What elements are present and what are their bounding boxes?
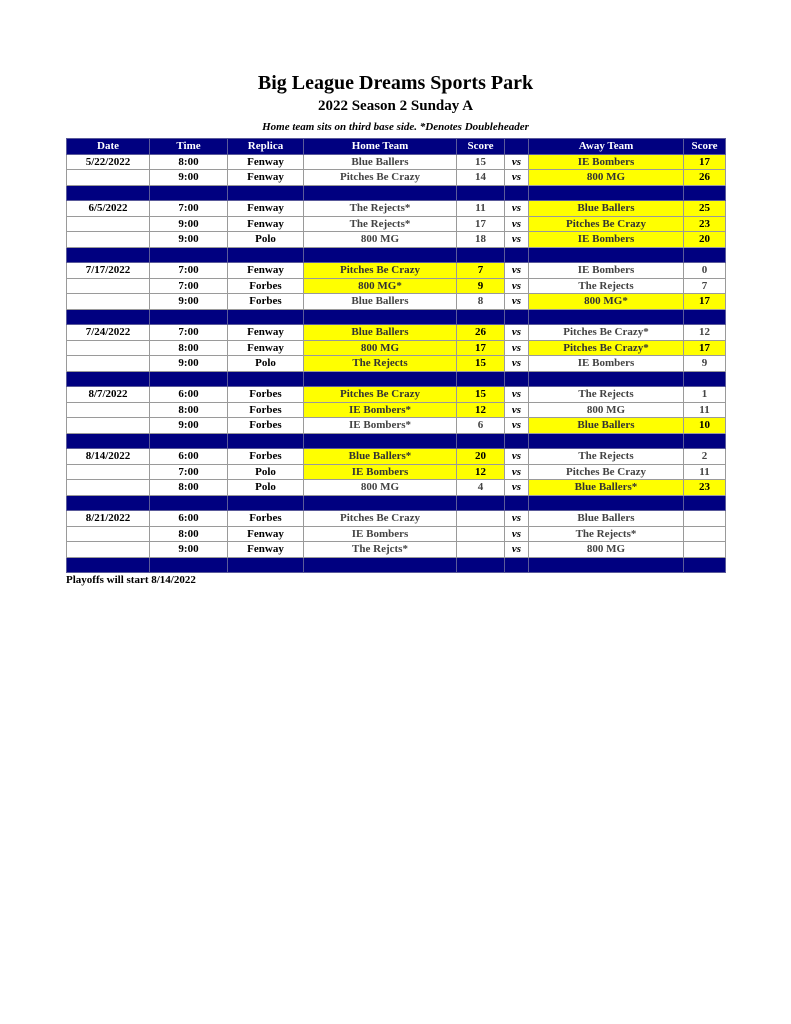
home-team: Blue Ballers* bbox=[304, 449, 457, 465]
away-team: Pitches Be Crazy bbox=[529, 464, 684, 480]
home-team: The Rejects* bbox=[304, 201, 457, 217]
game-time: 6:00 bbox=[150, 387, 228, 403]
col-header-time: Time bbox=[150, 139, 228, 155]
separator-cell bbox=[505, 247, 529, 263]
separator-cell bbox=[304, 247, 457, 263]
home-score bbox=[457, 511, 505, 527]
away-score: 17 bbox=[684, 154, 726, 170]
home-score: 15 bbox=[457, 154, 505, 170]
home-score: 14 bbox=[457, 170, 505, 186]
home-team: Pitches Be Crazy bbox=[304, 263, 457, 279]
game-date: 8/14/2022 bbox=[67, 449, 150, 465]
away-team: 800 MG bbox=[529, 542, 684, 558]
page-title: Big League Dreams Sports Park bbox=[257, 72, 534, 94]
separator-cell bbox=[529, 557, 684, 573]
home-team: IE Bombers* bbox=[304, 418, 457, 434]
home-team: IE Bombers* bbox=[304, 402, 457, 418]
away-team: IE Bombers bbox=[529, 356, 684, 372]
separator-cell bbox=[150, 185, 228, 201]
game-row bbox=[67, 216, 726, 232]
separator-cell bbox=[457, 309, 505, 325]
home-team: Blue Ballers bbox=[304, 154, 457, 170]
away-score: 9 bbox=[684, 356, 726, 372]
vs-label: vs bbox=[505, 170, 529, 186]
playoffs-note: Playoffs will start 8/14/2022 bbox=[66, 574, 196, 586]
away-team: The Rejects* bbox=[529, 526, 684, 542]
home-score: 6 bbox=[457, 418, 505, 434]
home-team: The Rejects* bbox=[304, 216, 457, 232]
away-team: IE Bombers bbox=[529, 232, 684, 248]
separator-cell bbox=[505, 371, 529, 387]
separator-cell bbox=[505, 495, 529, 511]
separator-cell bbox=[457, 557, 505, 573]
separator-cell bbox=[684, 247, 726, 263]
game-replica: Polo bbox=[228, 232, 304, 248]
game-row bbox=[67, 387, 726, 403]
game-time: 9:00 bbox=[150, 232, 228, 248]
game-replica: Forbes bbox=[228, 449, 304, 465]
game-date bbox=[67, 480, 150, 496]
schedule-table bbox=[66, 138, 726, 573]
game-time: 9:00 bbox=[150, 216, 228, 232]
away-score: 17 bbox=[684, 294, 726, 310]
separator-cell bbox=[457, 247, 505, 263]
game-time: 9:00 bbox=[150, 542, 228, 558]
home-score: 15 bbox=[457, 387, 505, 403]
home-team: 800 MG* bbox=[304, 278, 457, 294]
separator-cell bbox=[228, 309, 304, 325]
away-score: 0 bbox=[684, 263, 726, 279]
separator-cell bbox=[529, 309, 684, 325]
separator-cell bbox=[67, 247, 150, 263]
home-score: 9 bbox=[457, 278, 505, 294]
away-score: 20 bbox=[684, 232, 726, 248]
game-time: 8:00 bbox=[150, 402, 228, 418]
week-separator bbox=[67, 309, 726, 325]
away-score bbox=[684, 511, 726, 527]
separator-cell bbox=[228, 247, 304, 263]
separator-cell bbox=[150, 495, 228, 511]
separator-cell bbox=[304, 433, 457, 449]
game-replica: Polo bbox=[228, 356, 304, 372]
game-replica: Fenway bbox=[228, 263, 304, 279]
away-score: 25 bbox=[684, 201, 726, 217]
game-row bbox=[67, 340, 726, 356]
separator-cell bbox=[304, 557, 457, 573]
game-replica: Polo bbox=[228, 480, 304, 496]
home-team: 800 MG bbox=[304, 232, 457, 248]
separator-cell bbox=[67, 495, 150, 511]
separator-cell bbox=[505, 557, 529, 573]
away-team: The Rejects bbox=[529, 449, 684, 465]
separator-cell bbox=[67, 557, 150, 573]
game-time: 9:00 bbox=[150, 418, 228, 434]
separator-cell bbox=[529, 433, 684, 449]
vs-label: vs bbox=[505, 480, 529, 496]
game-date: 5/22/2022 bbox=[67, 154, 150, 170]
home-score bbox=[457, 526, 505, 542]
separator-cell bbox=[150, 247, 228, 263]
doubleheader-note: Home team sits on third base side. *Denotes Doubleheader bbox=[262, 121, 529, 133]
game-date bbox=[67, 542, 150, 558]
away-team: Pitches Be Crazy bbox=[529, 216, 684, 232]
separator-cell bbox=[529, 495, 684, 511]
col-header-home-team: Home Team bbox=[304, 139, 457, 155]
home-score: 15 bbox=[457, 356, 505, 372]
away-score: 23 bbox=[684, 216, 726, 232]
game-time: 6:00 bbox=[150, 511, 228, 527]
home-score bbox=[457, 542, 505, 558]
game-date bbox=[67, 464, 150, 480]
game-time: 9:00 bbox=[150, 170, 228, 186]
away-score: 11 bbox=[684, 402, 726, 418]
separator-cell bbox=[505, 433, 529, 449]
separator-cell bbox=[228, 433, 304, 449]
separator-cell bbox=[150, 557, 228, 573]
separator-cell bbox=[67, 433, 150, 449]
game-replica: Fenway bbox=[228, 325, 304, 341]
vs-label: vs bbox=[505, 542, 529, 558]
separator-cell bbox=[505, 185, 529, 201]
game-replica: Forbes bbox=[228, 387, 304, 403]
home-team: 800 MG bbox=[304, 340, 457, 356]
separator-cell bbox=[684, 557, 726, 573]
game-row bbox=[67, 232, 726, 248]
game-replica: Fenway bbox=[228, 542, 304, 558]
game-time: 7:00 bbox=[150, 464, 228, 480]
page-subtitle: 2022 Season 2 Sunday A bbox=[317, 98, 474, 114]
game-replica: Forbes bbox=[228, 294, 304, 310]
game-row bbox=[67, 480, 726, 496]
game-date bbox=[67, 418, 150, 434]
away-team: Blue Ballers bbox=[529, 511, 684, 527]
separator-cell bbox=[228, 495, 304, 511]
home-score: 12 bbox=[457, 402, 505, 418]
game-replica: Forbes bbox=[228, 511, 304, 527]
game-row bbox=[67, 278, 726, 294]
away-score: 1 bbox=[684, 387, 726, 403]
separator-cell bbox=[505, 309, 529, 325]
game-replica: Fenway bbox=[228, 526, 304, 542]
game-date bbox=[67, 232, 150, 248]
separator-cell bbox=[228, 371, 304, 387]
game-date: 7/17/2022 bbox=[67, 263, 150, 279]
game-date bbox=[67, 402, 150, 418]
game-replica: Fenway bbox=[228, 216, 304, 232]
vs-label: vs bbox=[505, 387, 529, 403]
game-replica: Forbes bbox=[228, 418, 304, 434]
away-team: 800 MG* bbox=[529, 294, 684, 310]
vs-label: vs bbox=[505, 340, 529, 356]
game-time: 8:00 bbox=[150, 480, 228, 496]
home-score: 4 bbox=[457, 480, 505, 496]
game-date bbox=[67, 356, 150, 372]
away-team: The Rejects bbox=[529, 278, 684, 294]
away-score: 17 bbox=[684, 340, 726, 356]
game-row bbox=[67, 526, 726, 542]
home-score: 11 bbox=[457, 201, 505, 217]
away-team: 800 MG bbox=[529, 170, 684, 186]
vs-label: vs bbox=[505, 526, 529, 542]
separator-cell bbox=[150, 433, 228, 449]
separator-cell bbox=[150, 309, 228, 325]
away-score: 7 bbox=[684, 278, 726, 294]
away-score: 12 bbox=[684, 325, 726, 341]
game-date bbox=[67, 278, 150, 294]
home-score: 7 bbox=[457, 263, 505, 279]
game-row bbox=[67, 263, 726, 279]
game-row bbox=[67, 402, 726, 418]
home-score: 8 bbox=[457, 294, 505, 310]
game-replica: Polo bbox=[228, 464, 304, 480]
separator-cell bbox=[457, 371, 505, 387]
week-separator bbox=[67, 185, 726, 201]
home-team: Pitches Be Crazy bbox=[304, 511, 457, 527]
game-time: 6:00 bbox=[150, 449, 228, 465]
away-team: IE Bombers bbox=[529, 263, 684, 279]
separator-cell bbox=[684, 309, 726, 325]
game-replica: Fenway bbox=[228, 170, 304, 186]
separator-cell bbox=[304, 185, 457, 201]
separator-cell bbox=[684, 371, 726, 387]
home-team: The Rejects bbox=[304, 356, 457, 372]
vs-label: vs bbox=[505, 294, 529, 310]
table-header-row bbox=[67, 139, 726, 155]
away-team: Blue Ballers* bbox=[529, 480, 684, 496]
separator-cell bbox=[67, 185, 150, 201]
away-score bbox=[684, 542, 726, 558]
away-team: Blue Ballers bbox=[529, 201, 684, 217]
col-header-vs bbox=[505, 139, 529, 155]
game-date: 7/24/2022 bbox=[67, 325, 150, 341]
vs-label: vs bbox=[505, 325, 529, 341]
game-time: 7:00 bbox=[150, 201, 228, 217]
game-replica: Fenway bbox=[228, 340, 304, 356]
separator-cell bbox=[684, 433, 726, 449]
separator-cell bbox=[529, 247, 684, 263]
game-replica: Forbes bbox=[228, 278, 304, 294]
week-separator bbox=[67, 247, 726, 263]
separator-cell bbox=[684, 185, 726, 201]
game-row bbox=[67, 325, 726, 341]
separator-cell bbox=[228, 557, 304, 573]
game-time: 7:00 bbox=[150, 263, 228, 279]
game-row bbox=[67, 418, 726, 434]
vs-label: vs bbox=[505, 154, 529, 170]
game-time: 7:00 bbox=[150, 325, 228, 341]
away-score: 2 bbox=[684, 449, 726, 465]
game-date bbox=[67, 294, 150, 310]
home-team: Pitches Be Crazy bbox=[304, 387, 457, 403]
game-date bbox=[67, 526, 150, 542]
game-date: 6/5/2022 bbox=[67, 201, 150, 217]
home-team: IE Bombers bbox=[304, 526, 457, 542]
home-score: 20 bbox=[457, 449, 505, 465]
separator-cell bbox=[304, 309, 457, 325]
vs-label: vs bbox=[505, 232, 529, 248]
separator-cell bbox=[304, 371, 457, 387]
game-row bbox=[67, 464, 726, 480]
vs-label: vs bbox=[505, 511, 529, 527]
home-team: Pitches Be Crazy bbox=[304, 170, 457, 186]
home-team: The Rejcts* bbox=[304, 542, 457, 558]
separator-cell bbox=[304, 495, 457, 511]
separator-cell bbox=[457, 185, 505, 201]
away-team: 800 MG bbox=[529, 402, 684, 418]
game-row bbox=[67, 511, 726, 527]
vs-label: vs bbox=[505, 418, 529, 434]
separator-cell bbox=[150, 371, 228, 387]
home-score: 26 bbox=[457, 325, 505, 341]
home-score: 12 bbox=[457, 464, 505, 480]
away-team: Pitches Be Crazy* bbox=[529, 340, 684, 356]
vs-label: vs bbox=[505, 356, 529, 372]
away-team: Pitches Be Crazy* bbox=[529, 325, 684, 341]
col-header-replica: Replica bbox=[228, 139, 304, 155]
game-row bbox=[67, 449, 726, 465]
vs-label: vs bbox=[505, 278, 529, 294]
home-team: 800 MG bbox=[304, 480, 457, 496]
game-time: 9:00 bbox=[150, 356, 228, 372]
vs-label: vs bbox=[505, 263, 529, 279]
game-time: 9:00 bbox=[150, 294, 228, 310]
home-score: 17 bbox=[457, 216, 505, 232]
away-team: Blue Ballers bbox=[529, 418, 684, 434]
game-date bbox=[67, 170, 150, 186]
game-date: 8/7/2022 bbox=[67, 387, 150, 403]
away-team: IE Bombers bbox=[529, 154, 684, 170]
col-header-away-score: Score bbox=[684, 139, 726, 155]
week-separator bbox=[67, 557, 726, 573]
game-row bbox=[67, 154, 726, 170]
separator-cell bbox=[457, 495, 505, 511]
game-time: 8:00 bbox=[150, 526, 228, 542]
separator-cell bbox=[228, 185, 304, 201]
game-time: 7:00 bbox=[150, 278, 228, 294]
vs-label: vs bbox=[505, 464, 529, 480]
week-separator bbox=[67, 495, 726, 511]
game-replica: Fenway bbox=[228, 201, 304, 217]
game-replica: Forbes bbox=[228, 402, 304, 418]
game-time: 8:00 bbox=[150, 154, 228, 170]
separator-cell bbox=[67, 309, 150, 325]
game-row bbox=[67, 170, 726, 186]
away-team: The Rejects bbox=[529, 387, 684, 403]
game-row bbox=[67, 356, 726, 372]
home-score: 18 bbox=[457, 232, 505, 248]
separator-cell bbox=[457, 433, 505, 449]
week-separator bbox=[67, 371, 726, 387]
vs-label: vs bbox=[505, 449, 529, 465]
home-team: IE Bombers bbox=[304, 464, 457, 480]
game-replica: Fenway bbox=[228, 154, 304, 170]
vs-label: vs bbox=[505, 201, 529, 217]
schedule-body bbox=[67, 154, 726, 573]
separator-cell bbox=[529, 371, 684, 387]
away-score: 10 bbox=[684, 418, 726, 434]
separator-cell bbox=[684, 495, 726, 511]
vs-label: vs bbox=[505, 402, 529, 418]
game-row bbox=[67, 201, 726, 217]
game-date: 8/21/2022 bbox=[67, 511, 150, 527]
home-team: Blue Ballers bbox=[304, 325, 457, 341]
separator-cell bbox=[67, 371, 150, 387]
home-score: 17 bbox=[457, 340, 505, 356]
col-header-date: Date bbox=[67, 139, 150, 155]
col-header-home-score: Score bbox=[457, 139, 505, 155]
home-team: Blue Ballers bbox=[304, 294, 457, 310]
away-score: 11 bbox=[684, 464, 726, 480]
col-header-away-team: Away Team bbox=[529, 139, 684, 155]
away-score bbox=[684, 526, 726, 542]
week-separator bbox=[67, 433, 726, 449]
game-date bbox=[67, 216, 150, 232]
game-row bbox=[67, 294, 726, 310]
away-score: 26 bbox=[684, 170, 726, 186]
separator-cell bbox=[529, 185, 684, 201]
game-row bbox=[67, 542, 726, 558]
game-date bbox=[67, 340, 150, 356]
away-score: 23 bbox=[684, 480, 726, 496]
game-time: 8:00 bbox=[150, 340, 228, 356]
vs-label: vs bbox=[505, 216, 529, 232]
